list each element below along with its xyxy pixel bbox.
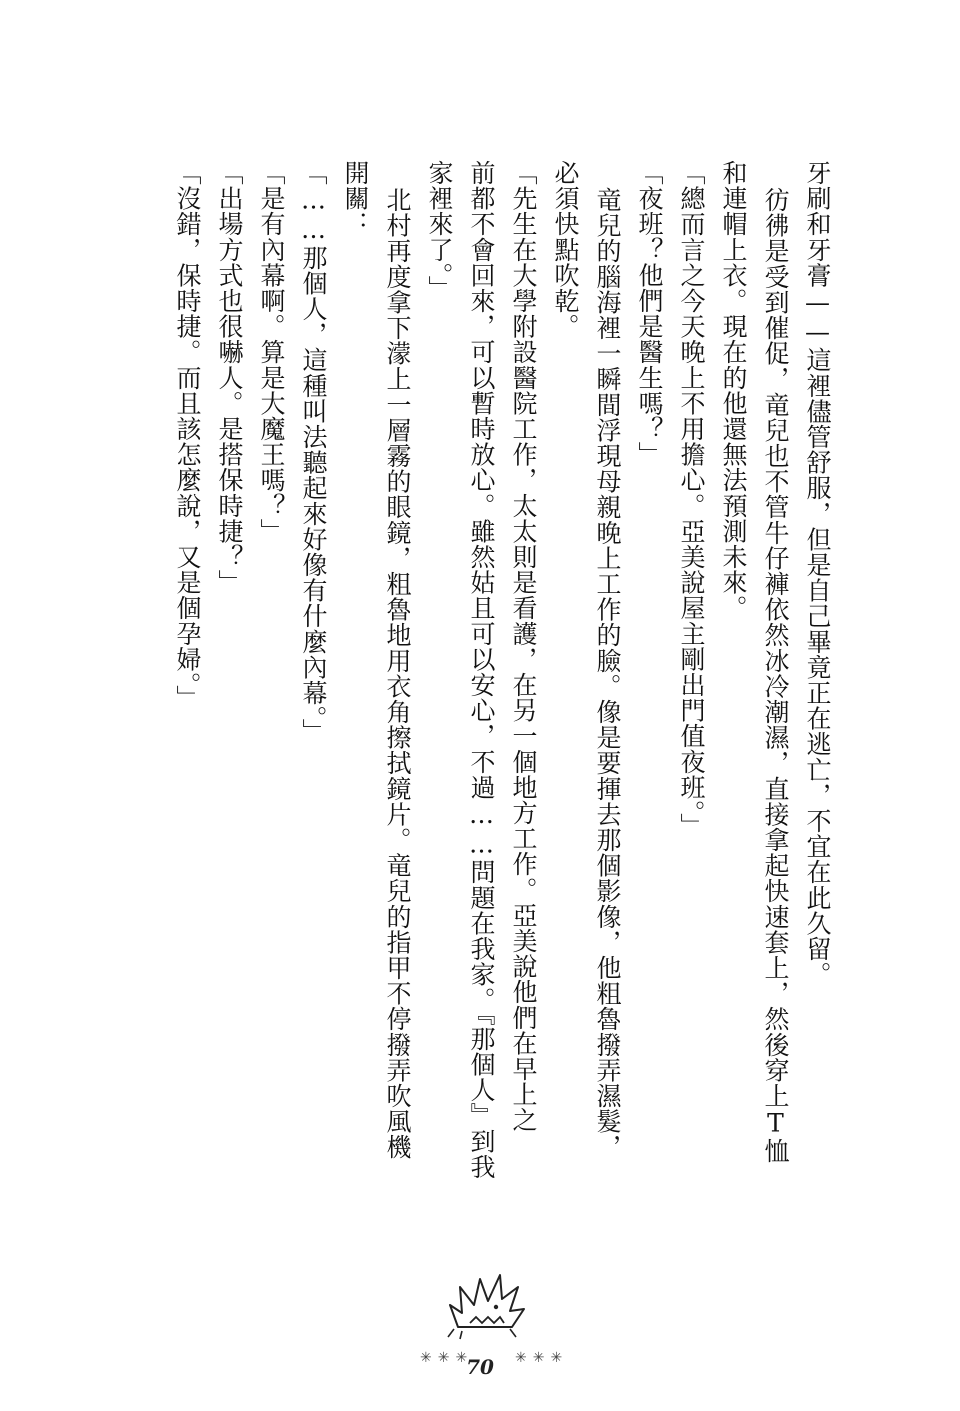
text-column-16: 「沒錯，保時捷。而且該怎麼說，又是個孕婦。」: [173, 160, 202, 711]
text-column-1: 牙刷和牙膏——這裡儘管舒服，但是自己畢竟正在逃亡，不宜在此久留。: [803, 160, 832, 988]
text-column-12: 開關：: [341, 160, 370, 237]
text-column-8: 「先生在大學附設醫院工作，太太則是看護，在另一個地方工作。亞美說他們在早上之: [509, 160, 538, 1133]
text-column-4: 「總而言之今天晚上不用擔心。亞美說屋主剛出門值夜班。」: [677, 160, 706, 839]
text-column-13: 「……那個人，這種叫法聽起來好像有什麼內幕。」: [299, 160, 328, 745]
text-column-9: 前都不會回來，可以暫時放心。雖然姑且可以安心，不過……問題在我家。『那個人』到我: [467, 160, 496, 1180]
text-column-3: 和連帽上衣。現在的他還無法預測未來。: [719, 160, 748, 621]
text-column-6: 竜兒的腦海裡一瞬間浮現母親晚上工作的臉。像是要揮去那個影像，他粗魯撥弄濕髮，: [593, 187, 622, 1160]
page-number: 70: [466, 1355, 494, 1379]
text-column-2: 彷彿是受到催促，竜兒也不管牛仔褲依然冰冷潮濕，直接拿起快速套上，然後穿上T恤: [761, 187, 790, 1164]
text-column-10: 家裡來了。」: [425, 160, 454, 302]
text-column-7: 必須快點吹乾。: [551, 160, 580, 340]
spiky-creature-icon: [440, 1265, 530, 1345]
text-column-14: 「是有內幕啊。算是大魔王嗎？」: [257, 160, 286, 544]
text-column-11: 北村再度拿下濛上一層霧的眼鏡，粗魯地用衣角擦拭鏡片。竜兒的指甲不停撥弄吹風機: [383, 187, 412, 1160]
text-column-15: 「出場方式也很嚇人。是搭保時捷？」: [215, 160, 244, 596]
decorative-stars-right: ✳✳✳: [515, 1350, 569, 1366]
text-column-5: 「夜班？他們是醫生嗎？」: [635, 160, 664, 468]
vertical-text-block: [130, 160, 830, 1260]
decorative-stars-left: ✳✳✳: [420, 1350, 474, 1366]
